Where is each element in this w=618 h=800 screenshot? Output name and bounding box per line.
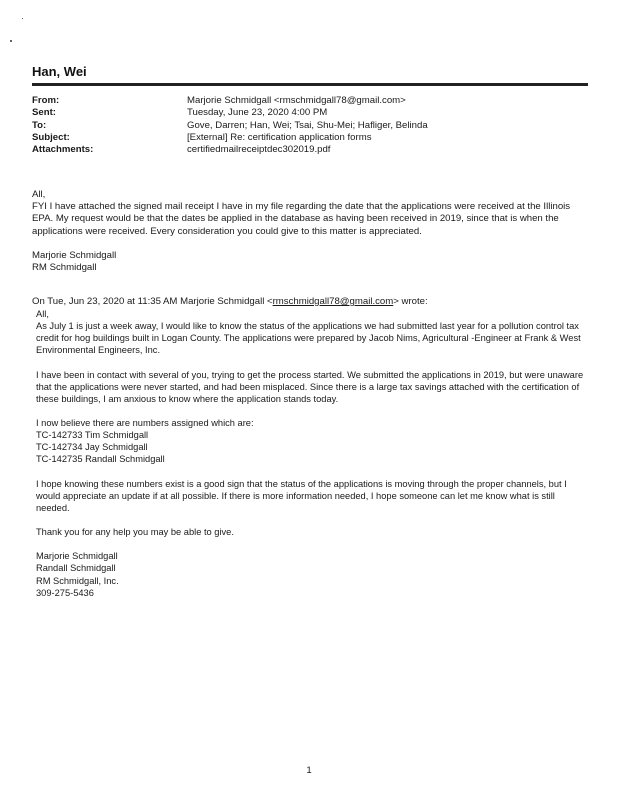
email-header <box>32 95 592 156</box>
message-paragraph: FYI I have attached the signed mail receipt I have in my file regarding the date that the applications were received at the Illinois EPA. My request would be that the dates be applied in the database as having been received in 2019, since that is when the applications were received. Every consideration you could give to this matter is appreciated. <box>32 201 571 237</box>
quoted-paragraph: I now believe there are numbers assigned which are: <box>36 418 254 429</box>
sent-label: Sent: <box>32 107 56 119</box>
attachments-row <box>32 144 592 156</box>
quoted-signature-line: RM Schmidgall, Inc. <box>36 575 119 586</box>
from-value: Marjorie Schmidgall <rmschmidgall78@gmail.com> <box>187 95 406 106</box>
to-value: Gove, Darren; Han, Wei; Tsai, Shu-Mei; Hafliger, Belinda <box>187 119 428 131</box>
sent-row <box>32 107 592 119</box>
quoted-paragraph: As July 1 is just a week away, I would like to know the status of the applications we had submitted last year for a pollution control tax credit for hog buildings built in Logan County. The applications were prepared by Jacob Nims, Agricultural -Engineer at Frank & West Environmental Engineers, Inc. <box>36 321 581 356</box>
quoted-intro-suffix: > wrote: <box>393 296 428 307</box>
quoted-intro <box>32 296 428 307</box>
scan-speck <box>22 18 23 19</box>
page-number: 1 <box>306 765 312 776</box>
message-body <box>32 189 592 274</box>
application-number: TC-142734 Jay Schmidgall <box>36 442 148 453</box>
signature-name: Marjorie Schmidgall <box>32 250 117 261</box>
attachment-file[interactable]: certifiedmailreceiptdec302019.pdf <box>187 144 331 156</box>
quoted-paragraph: I hope knowing these numbers exist is a good sign that the status of the applications is moving through the proper channels, but I would appreciate an update if at all possible. If there is more information needed, I hope someone can let me know what is still needed. <box>36 478 567 513</box>
application-number: TC-142735 Randall Schmidgall <box>36 454 165 465</box>
signature-company: RM Schmidgall <box>32 262 97 274</box>
from-row <box>32 95 592 107</box>
quoted-signature-line: Marjorie Schmidgall <box>36 551 118 562</box>
subject-value: [External] Re: certification application forms <box>187 131 372 143</box>
quoted-paragraph: Thank you for any help you may be able to give. <box>36 527 234 538</box>
to-row <box>32 120 592 132</box>
attachments-label: Attachments: <box>32 144 94 156</box>
quoted-intro-prefix: On Tue, Jun 23, 2020 at 11:35 AM Marjorie Schmidgall < <box>32 296 273 307</box>
subject-label: Subject: <box>32 131 70 143</box>
quoted-signature-phone: 309-275-5436 <box>36 587 94 598</box>
from-label: From: <box>32 95 60 106</box>
header-rule <box>32 83 588 86</box>
application-number: TC-142733 Tim Schmidgall <box>36 430 149 441</box>
mailbox-owner: Han, Wei <box>32 64 87 79</box>
scan-speck <box>10 40 12 42</box>
quoted-email-link[interactable]: rmschmidgall78@gmail.com <box>272 296 394 307</box>
sent-value: Tuesday, June 23, 2020 4:00 PM <box>187 107 328 119</box>
to-label: To: <box>32 119 47 131</box>
quoted-message <box>36 308 588 599</box>
subject-row <box>32 132 592 144</box>
message-greeting: All, <box>32 189 46 200</box>
quoted-paragraph: I have been in contact with several of you, trying to get the process started. We submitted the applications in 2019, but were unaware that the applications were never started, and had been misplaced. Since there is a large tax savings attached with the certification of these buildings, I am anxious to know where the application stands today. <box>36 369 584 404</box>
quoted-greeting: All, <box>36 309 49 319</box>
quoted-signature-line: Randall Schmidgall <box>36 563 116 574</box>
